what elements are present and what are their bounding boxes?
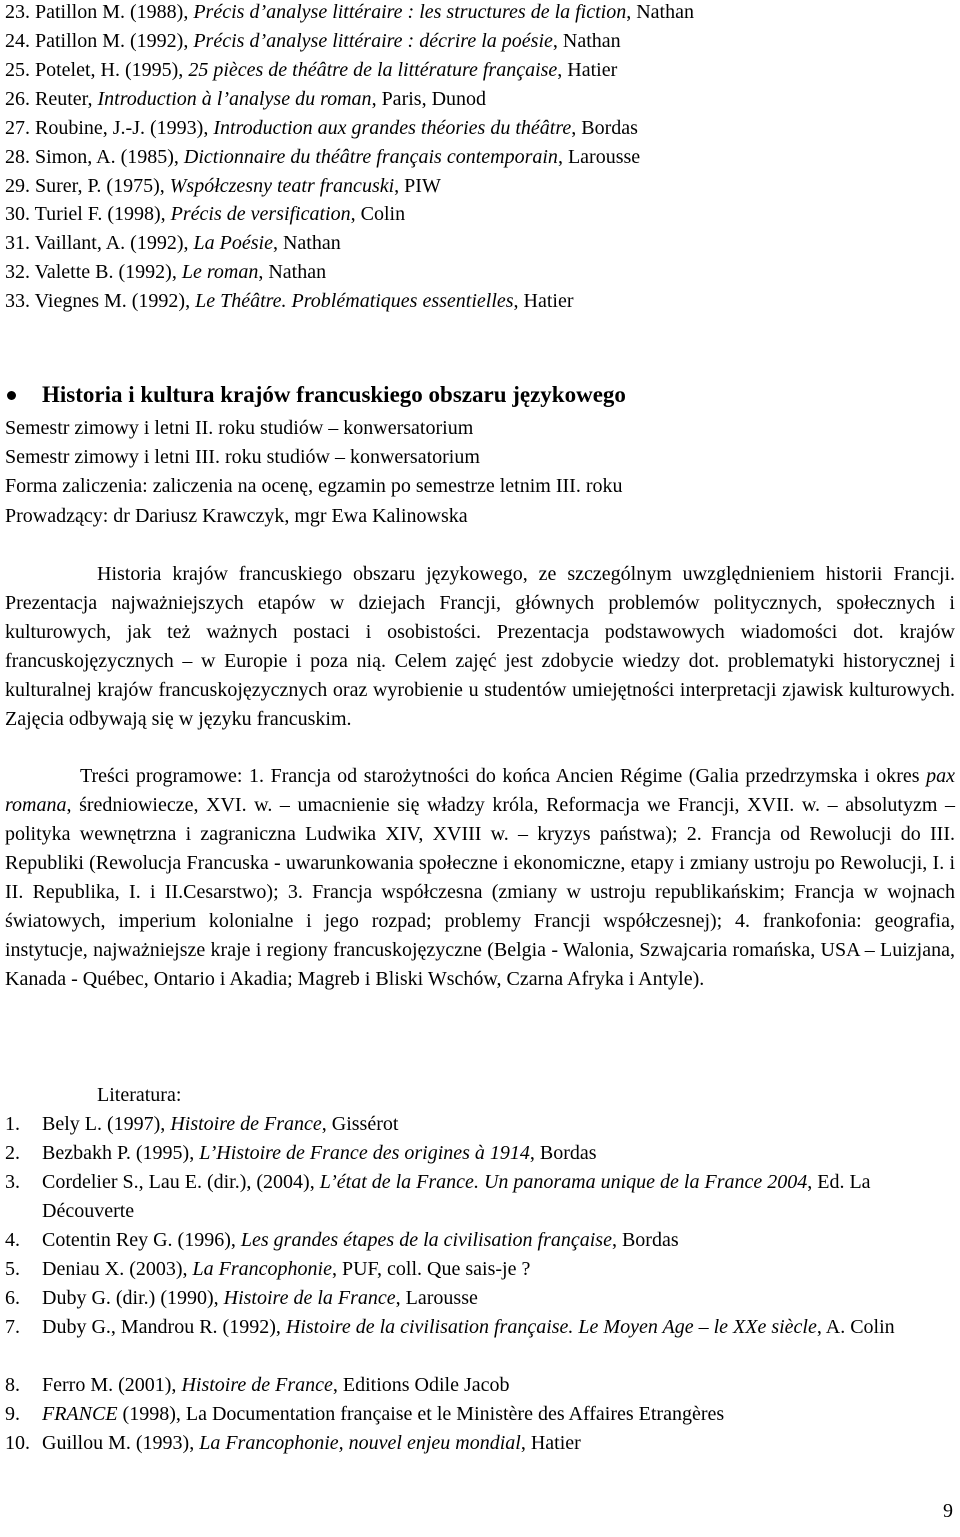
- course-description: Historia krajów francuskiego obszaru językowego, ze szczególnym uwzględnieniem historii Francji. Prezentacja najważniejszych etapów w dziejach Francji, głównych problemów politycznych, społecznych i kulturowych, jak też ważnych postaci i osobistości. Prezentacja podstawowych wiadomości dot. krajów francuskojęzycznych – w Europie i poza nią. Celem zajęć jest zdobycie wiedzy dot. problematyki historycznej i kulturalnej krajów francuskojęzycznych oraz wyrobienie u studentów umiejętności interpretacji zjawisk kulturowych. Zajęcia odbywają się w języku francuskim.: [5, 563, 955, 730]
- reference-item: 25. Potelet, H. (1995), 25 pièces de théâtre de la littérature française, Hatier: [5, 59, 618, 81]
- reference-item: 23. Patillon M. (1988), Précis d’analyse littéraire : les structures de la fiction, Nathan: [5, 1, 694, 23]
- course-title: Historia i kultura krajów francuskiego obszaru językowego: [42, 382, 626, 407]
- reference-item: 32. Valette B. (1992), Le roman, Nathan: [5, 261, 327, 283]
- reference-item: 30. Turiel F. (1998), Précis de versification, Colin: [5, 203, 406, 225]
- literature-label: Literatura:: [97, 1084, 182, 1106]
- reference-item: 29. Surer, P. (1975), Współczesny teatr francuski, PIW: [5, 175, 441, 197]
- reference-item: 31. Vaillant, A. (1992), La Poésie, Nathan: [5, 232, 341, 254]
- reference-item: 33. Viegnes M. (1992), Le Théâtre. Problématiques essentielles, Hatier: [5, 290, 574, 312]
- course-semester-line: Semestr zimowy i letni III. roku studiów – konwersatorium: [5, 446, 480, 468]
- reference-item: 28. Simon, A. (1985), Dictionnaire du théâtre français contemporain, Larousse: [5, 146, 641, 168]
- course-program: Treści programowe: 1. Francja od starożytności do końca Ancien Régime (Galia przedrzymska i okres pax romana, średniowiecze, XVI. w. – umacnienie się władzy króla, Reformacja we Francji, XVII. w. – absolutyzm – polityka wewnętrzna i zagraniczna Ludwika XIV, XVIII w. – kryzys państwa); 2. Francja od Rewolucji do III. Republiki (Rewolucja Francuska - uwarunkowania społeczne i ekonomiczne, etapy i zmiany ustroju po Rewolucji, I. i II. Republika, I. i II.Cesarstwo); 3. Francja współczesna (zmiany w ustroju republikańskim; Francja w wojnach światowych, imperium kolonialne i jego rozpad; problemy Francji współczesnej); 4. frankofonia: geografia, instytucje, najważniejsze kraje i regiony francuskojęzyczne (Belgia - Walonia, Szwajcaria romańska, USA – Luizjana, Kanada - Québec, Ontario i Akadia; Magreb i Bliski Wschów, Czarna Afryka i Antyle).: [5, 765, 955, 990]
- reference-item: 26. Reuter, Introduction à l’analyse du roman, Paris, Dunod: [5, 88, 487, 110]
- page-number: 9: [943, 1500, 953, 1522]
- document-page: 23. Patillon M. (1988), Précis d’analyse littéraire : les structures de la fiction, Nathan 24. Patillon M. (1992), Précis d’analyse littéraire : décrire la poésie, Nathan 25. Potelet, H. (1995), 25 pièces de théâtre de la littérature française, Hatier 26. Reuter, Introduction à l’analyse du roman, Paris, Dunod 27. Roubine, J.-J. (1993), Introduction aux grandes théories du théâtre, Bordas 28. Simon, A. (1985), Dictionnaire du théâtre français contemporain, Larousse 29. Surer, P. (1975), Współczesny teatr francuski, PIW 30. Turiel F. (1998), Précis de versification, Colin 31. Vaillant, A. (1992), La Poésie, Nathan 32. Valette B. (1992), Le roman, Nathan 33. Viegnes M. (1992), Le Théâtre. Problématiques essentielles, Hatier Historia i kultura krajów francuskiego obszaru językowego Semestr zimowy i letni II. roku studiów – konwersatorium Semestr zimowy i letni III. roku studiów – konwersatorium Forma zaliczenia: zaliczenia na ocenę, egzamin po semestrze letnim III. roku Prowadzący: dr Dariusz Krawczyk, mgr Ewa Kalinowska Historia krajów francuskiego obszaru językowego, ze szczególnym uwzględnieniem historii Francji. Prezentacja najważniejszych etapów w dziejach Francji, głównych problemów politycznych, społecznych i kulturowych, jak też ważnych postaci i osobistości. Prezentacja podstawowych wiadomości dot. krajów francuskojęzycznych – w Europie i poza nią. Celem zajęć jest zdobycie wiedzy dot. problematyki historycznej i kulturalnej krajów francuskojęzycznych oraz wyrobienie u studentów umiejętności interpretacji zjawisk kulturowych. Zajęcia odbywają się w języku francuskim. Treści programowe: 1. Francja od starożytności do końca Ancien Régime (Galia przedrzymska i okres pax romana, średniowiecze, XVI. w. – umacnienie się władzy króla, Reformacja we Francji, XVII. w. – absolutyzm – polityka wewnętrzna i zagraniczna Ludwika XIV, XVIII w. – kryzys państwa); 2. Francja od Rewolucji do III. Republiki (Rewolucja Francuska - uwarunkowania społeczne i ekonomiczne, etapy i zmiany ustroju po Rewolucji, I. i II. Republika, I. i II.Cesarstwo); 3. Francja współczesna (zmiany w ustroju republikańskim; Francja w wojnach światowych, imperium kolonialne i jego rozpad; problemy Francji współczesnej); 4. frankofonia: geografia, instytucje, najważniejsze kraje i regiony francuskojęzyczne (Belgia - Walonia, Szwajcaria romańska, USA – Luizjana, Kanada - Québec, Ontario i Akadia; Magreb i Bliski Wschów, Czarna Afryka i Antyle). Literatura: 1. Bely L. (1997), Histoire de France, Gissérot 2. Bezbakh P. (1995), L’Histoire de France des origines à 1914, Bordas 3. Cordelier S., Lau E. (dir.), (2004), L’état de la France. Un panorama unique de la France 2004, Ed. La Découverte 4. Cotentin Rey G. (1996), Les grandes étapes de la civilisation française, Bordas 5. Deniau X. (2003), La Francophonie, PUF, coll. Que sais-je ? 6. Duby G. (dir.) (1990), Histoire de la France, Larousse 7. Duby G., Mandrou R. (1992), Histoire de la civilisation française. Le Moyen Age – le XXe siècle, A. Colin 8. Ferro M. (2001), Histoire de France, Editions Odile Jacob 9. FRANCE (1998), La Documentation française et le Ministère des Affaires Etrangères 10. Guillou M. (1993), La Francophonie, nouvel enjeu mondial, Hatier 9: [0, 0, 960, 1537]
- course-assessment-line: Forma zaliczenia: zaliczenia na ocenę, egzamin po semestrze letnim III. roku: [5, 475, 623, 497]
- reference-item: 24. Patillon M. (1992), Précis d’analyse littéraire : décrire la poésie, Nathan: [5, 30, 621, 52]
- reference-item: 27. Roubine, J.-J. (1993), Introduction aux grandes théories du théâtre, Bordas: [5, 117, 638, 139]
- bullet-icon: [7, 391, 16, 400]
- course-instructors-line: Prowadzący: dr Dariusz Krawczyk, mgr Ewa Kalinowska: [5, 505, 468, 527]
- course-semester-line: Semestr zimowy i letni II. roku studiów – konwersatorium: [5, 417, 474, 439]
